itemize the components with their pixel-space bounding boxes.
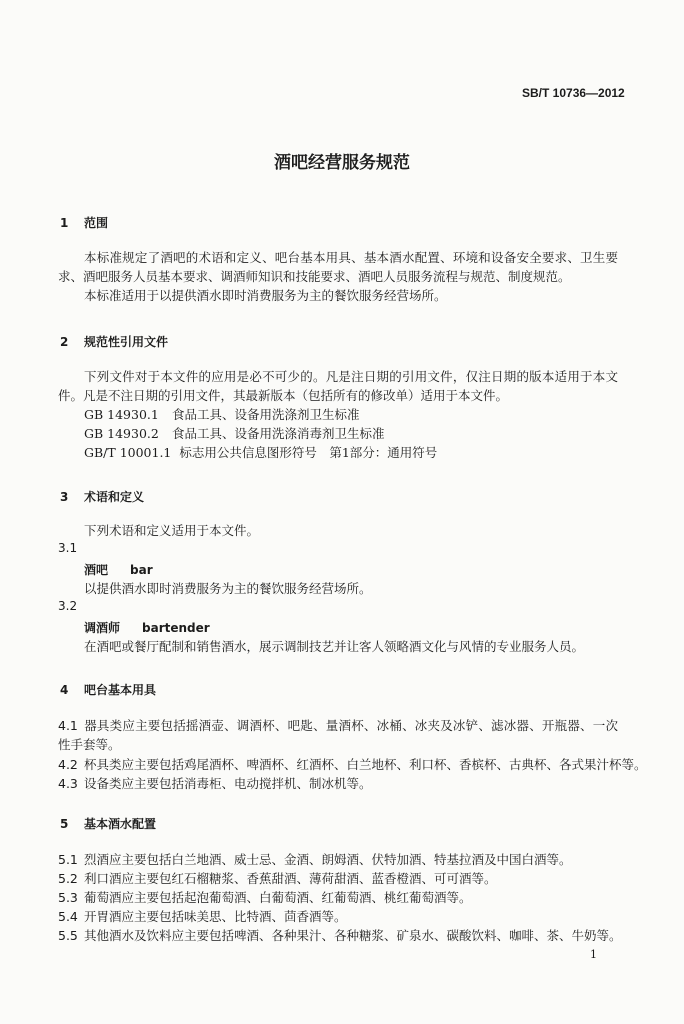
- clause-item: [58, 888, 472, 907]
- clause-item: [58, 755, 647, 774]
- reference-code: GB/T 10001.1: [84, 445, 172, 460]
- section-title: 规范性引用文件: [84, 335, 169, 349]
- page-number: 1: [590, 948, 597, 961]
- term-chinese: 调酒师: [84, 621, 121, 635]
- reference-code: GB 14930.1: [84, 407, 159, 422]
- clause-number: 5.3: [58, 890, 78, 905]
- clause-number: 4.1: [58, 718, 78, 733]
- term-number: 3.2: [58, 599, 78, 613]
- term-entry: [84, 561, 153, 578]
- section-number: 1: [60, 216, 69, 230]
- section-4-heading: [60, 681, 156, 698]
- section-2-paragraph-1: 下列文件对于本文件的应用是必不可少的。凡是注日期的引用文件，仅注日期的版本适用于本文件。凡是不注日期的引用文件，其最新版本（包括所有的修改单）适用于本文件。: [58, 369, 618, 403]
- clause-item: [58, 716, 618, 754]
- reference-name: 标志用公共信息图形符号 第1部分：通用符号: [179, 445, 438, 460]
- term-definition: 以提供酒水即时消费服务为主的餐饮服务经营场所。: [84, 581, 372, 596]
- clause-number: 5.2: [58, 871, 78, 886]
- clause-item: [58, 850, 572, 869]
- section-1-paragraph-1: 本标准规定了酒吧的术语和定义、吧台基本用具、基本酒水配置、环境和设备安全要求、卫生要求、酒吧服务人员基本要求、调酒师知识和技能要求、酒吧人员服务流程与规范、制度规范。: [58, 250, 618, 284]
- term-entry: [84, 619, 210, 636]
- clause-text: 设备类应主要包括消毒柜、电动搅拌机、制冰机等。: [84, 776, 372, 791]
- clause-number: 4.3: [58, 776, 78, 791]
- clause-number: 5.5: [58, 928, 78, 943]
- section-3-heading: [60, 488, 144, 505]
- section-title: 基本酒水配置: [84, 817, 157, 831]
- clause-item: [58, 907, 347, 926]
- term-chinese: 酒吧: [84, 563, 109, 577]
- section-title: 术语和定义: [84, 490, 145, 504]
- section-3-intro: 下列术语和定义适用于本文件。: [84, 523, 260, 538]
- clause-item: [58, 774, 372, 793]
- clause-number: 5.1: [58, 852, 78, 867]
- section-2-heading: [60, 333, 168, 350]
- clause-text: 烈酒应主要包括白兰地酒、威士忌、金酒、朗姆酒、伏特加酒、特基拉酒及中国白酒等。: [84, 852, 572, 867]
- term-number: 3.1: [58, 541, 78, 555]
- section-number: 3: [60, 490, 69, 504]
- reference-item: [84, 424, 385, 443]
- term-english: bartender: [142, 621, 210, 635]
- clause-text: 开胃酒应主要包括味美思、比特酒、茴香酒等。: [84, 909, 347, 924]
- clause-text: 利口酒应主要包红石榴糖浆、香蕉甜酒、薄荷甜酒、蓝香橙酒、可可酒等。: [84, 871, 497, 886]
- term-english: bar: [130, 563, 153, 577]
- section-number: 2: [60, 335, 69, 349]
- reference-code: GB 14930.2: [84, 426, 159, 441]
- clause-text: 其他酒水及饮料应主要包括啤酒、各种果汁、各种糖浆、矿泉水、碳酸饮料、咖啡、茶、牛奶等。: [84, 928, 622, 943]
- section-5-heading: [60, 815, 156, 832]
- clause-number: 4.2: [58, 757, 78, 772]
- clause-item: [58, 869, 497, 888]
- document-title: 酒吧经营服务规范: [274, 153, 410, 173]
- section-1-paragraph-2: 本标准适用于以提供酒水即时消费服务为主的餐饮服务经营场所。: [84, 288, 447, 303]
- clause-text: 器具类应主要包括摇酒壶、调酒杯、吧匙、量酒杯、冰桶、冰夹及冰铲、滤冰器、开瓶器、一次性手套等。: [58, 718, 618, 752]
- clause-number: 5.4: [58, 909, 78, 924]
- term-definition: 在酒吧或餐厅配制和销售酒水，展示调制技艺并让客人领略酒文化与风情的专业服务人员。: [84, 639, 585, 654]
- section-number: 5: [60, 817, 69, 831]
- section-number: 4: [60, 683, 69, 697]
- clause-text: 葡萄酒应主要包括起泡葡萄酒、白葡萄酒、红葡萄酒、桃红葡萄酒等。: [84, 890, 472, 905]
- reference-item: [84, 405, 360, 424]
- reference-name: 食品工具、设备用洗涤消毒剂卫生标准: [171, 426, 385, 441]
- clause-item: [58, 926, 622, 945]
- standard-number: SB/T 10736—2012: [522, 86, 625, 100]
- section-title: 范围: [84, 216, 109, 230]
- section-title: 吧台基本用具: [84, 683, 157, 697]
- clause-text: 杯具类应主要包括鸡尾酒杯、啤酒杯、红酒杯、白兰地杯、利口杯、香槟杯、古典杯、各式果汁杯等。: [84, 757, 647, 772]
- section-1-heading: [60, 214, 108, 231]
- reference-item: [84, 443, 437, 462]
- reference-name: 食品工具、设备用洗涤剂卫生标准: [171, 407, 360, 422]
